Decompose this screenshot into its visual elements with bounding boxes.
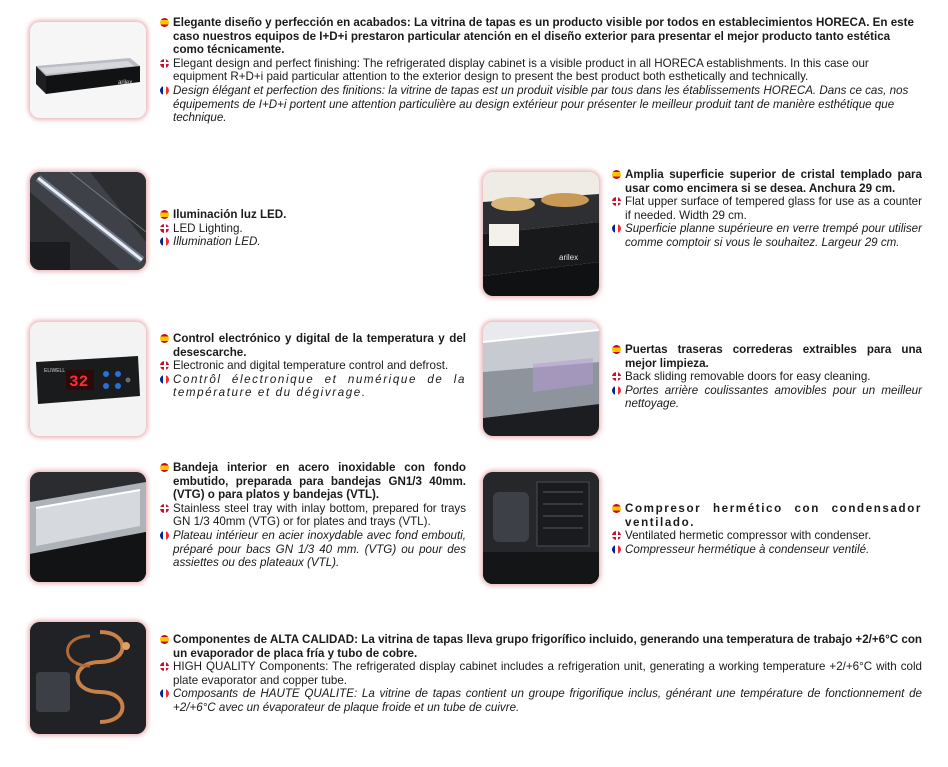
spain-flag-icon — [612, 504, 621, 513]
feature-design-es: Elegante diseño y perfección en acabados: La vitrina de tapas es un producto visible por todos en establecimientos HORECA. En este caso nuestros equipos de I+D+i prestaron particular atención en el diseño exterior para presentar el mejor producto tanto estética como técnicamente. — [173, 16, 914, 57]
france-flag-icon — [160, 86, 169, 95]
feature-controller — [160, 332, 466, 400]
feature-components-es: Componentes de ALTA CALIDAD: La vitrina de tapas lleva grupo frigorífico incluido, generando una temperatura de trabajo +2/+6°C con un evaporador de placa fría y tubo de cobre. — [173, 633, 922, 660]
compressor-thumbnail — [483, 472, 599, 584]
spain-flag-icon — [612, 170, 621, 179]
feature-components-en: HIGH QUALITY Components: The refrigerated display cabinet includes a refrigeration unit, generating a working temperature +2/+6°C with cold plate evaporator and copper tube. — [173, 660, 922, 687]
feature-tray — [160, 461, 466, 570]
temperature-readout: 32 — [69, 373, 89, 391]
feature-surface-fr: Superficie planne supérieure en verre trempé pour utiliser comme comptoir si vous le souhaitez. Largeur 29 cm. — [625, 222, 922, 249]
feature-design-fr: Design élégant et perfection des finitions: la vitrine de tapas est un produit visible par tous dans les établissements HORECA. Dans ce cas, nos équipements de I+D+i portent une attention particulière au design extérieur pour présenter le meilleur produit tant de manière esthétique que technique. — [173, 83, 909, 125]
feature-compressor-es: Compresor hermético con condensador ventilado. — [625, 502, 922, 529]
feature-led — [160, 208, 460, 249]
spain-flag-icon — [160, 463, 169, 472]
uk-flag-icon — [160, 361, 169, 370]
france-flag-icon — [612, 224, 621, 233]
feature-led-fr: Illumination LED. — [173, 235, 261, 249]
feature-controller-fr: Contrôl électronique et numérique de la température et du dégivrage. — [173, 372, 466, 400]
refrigeration-unit-thumbnail — [30, 622, 146, 734]
tapas-display-thumbnail — [483, 172, 599, 296]
feature-doors-en: Back sliding removable doors for easy cleaning. — [625, 370, 871, 384]
temperature-controller-thumbnail — [30, 322, 146, 436]
france-flag-icon — [612, 386, 621, 395]
feature-doors — [612, 343, 922, 411]
france-flag-icon — [160, 531, 169, 540]
spain-flag-icon — [160, 210, 169, 219]
france-flag-icon — [612, 545, 621, 554]
feature-surface-en: Flat upper surface of tempered glass for use as a counter if needed. Width 29 cm. — [625, 195, 922, 222]
feature-design — [160, 16, 922, 125]
feature-controller-en: Electronic and digital temperature control and defrost. — [173, 359, 449, 373]
feature-led-es: Iluminación luz LED. — [173, 208, 287, 221]
photo-logo: arilex — [559, 253, 579, 262]
spain-flag-icon — [160, 334, 169, 343]
feature-doors-es: Puertas traseras correderas extraibles para una mejor limpieza. — [625, 343, 922, 370]
cabinet-thumbnail — [30, 22, 146, 118]
uk-flag-icon — [612, 372, 621, 381]
feature-doors-fr: Portes arrière coulissantes amovibles pour un meilleur nettoyage. — [625, 383, 922, 411]
uk-flag-icon — [612, 197, 621, 206]
feature-surface-es: Amplia superficie superior de cristal templado para usar como encimera si se desea. Anchura 29 cm. — [625, 168, 922, 195]
feature-controller-es: Control electrónico y digital de la temperatura y del desescarche. — [173, 332, 466, 359]
feature-led-en: LED Lighting. — [173, 221, 243, 235]
uk-flag-icon — [160, 662, 169, 671]
sliding-doors-thumbnail — [483, 322, 599, 436]
feature-tray-en: Stainless steel tray with inlay bottom, prepared for trays GN 1/3 40mm (VTG) or for plates and trays (VTL). — [173, 501, 466, 529]
controller-brand: ELIWELL — [44, 368, 66, 374]
feature-compressor-fr: Compresseur hermétique à condenseur ventilé. — [625, 542, 870, 556]
spain-flag-icon — [160, 18, 169, 27]
france-flag-icon — [160, 375, 169, 384]
feature-components — [160, 633, 922, 715]
feature-design-en: Elegant design and perfect finishing: The refrigerated display cabinet is a visible product in all HORECA establishments. In this case our equipment R+D+i paid particular attention to the exterior design to present the best product both esthetically and technically. — [173, 56, 869, 84]
feature-compressor-en: Ventilated hermetic compressor with condenser. — [625, 529, 872, 543]
spain-flag-icon — [612, 345, 621, 354]
uk-flag-icon — [160, 59, 169, 68]
stainless-tray-thumbnail — [30, 472, 146, 582]
feature-surface — [612, 168, 922, 250]
france-flag-icon — [160, 237, 169, 246]
uk-flag-icon — [160, 224, 169, 233]
spain-flag-icon — [160, 635, 169, 644]
led-lighting-thumbnail — [30, 172, 146, 270]
feature-tray-fr: Plateau intérieur en acier inoxydable avec fond embouti, préparé pour bacs GN 1/3 40 mm. (VTG) ou pour des assiettes ou des plateaux (VTL). — [173, 528, 466, 570]
feature-components-fr: Composants de HAUTE QUALITE: La vitrine de tapas contient un groupe frigorifique inclus, générant une température de fonctionnement de +2/+6°C avec un évaporateur de plaque froide et un tube de cuivre. — [173, 687, 922, 714]
feature-compressor — [612, 502, 922, 556]
feature-tray-es: Bandeja interior en acero inoxidable con fondo embutido, preparada para bandejas GN1/3 40mm. (VTG) o para platos y bandejas (VTL). — [173, 461, 466, 502]
uk-flag-icon — [160, 504, 169, 513]
cabinet-logo: arilex — [118, 80, 133, 86]
uk-flag-icon — [612, 531, 621, 540]
france-flag-icon — [160, 689, 169, 698]
